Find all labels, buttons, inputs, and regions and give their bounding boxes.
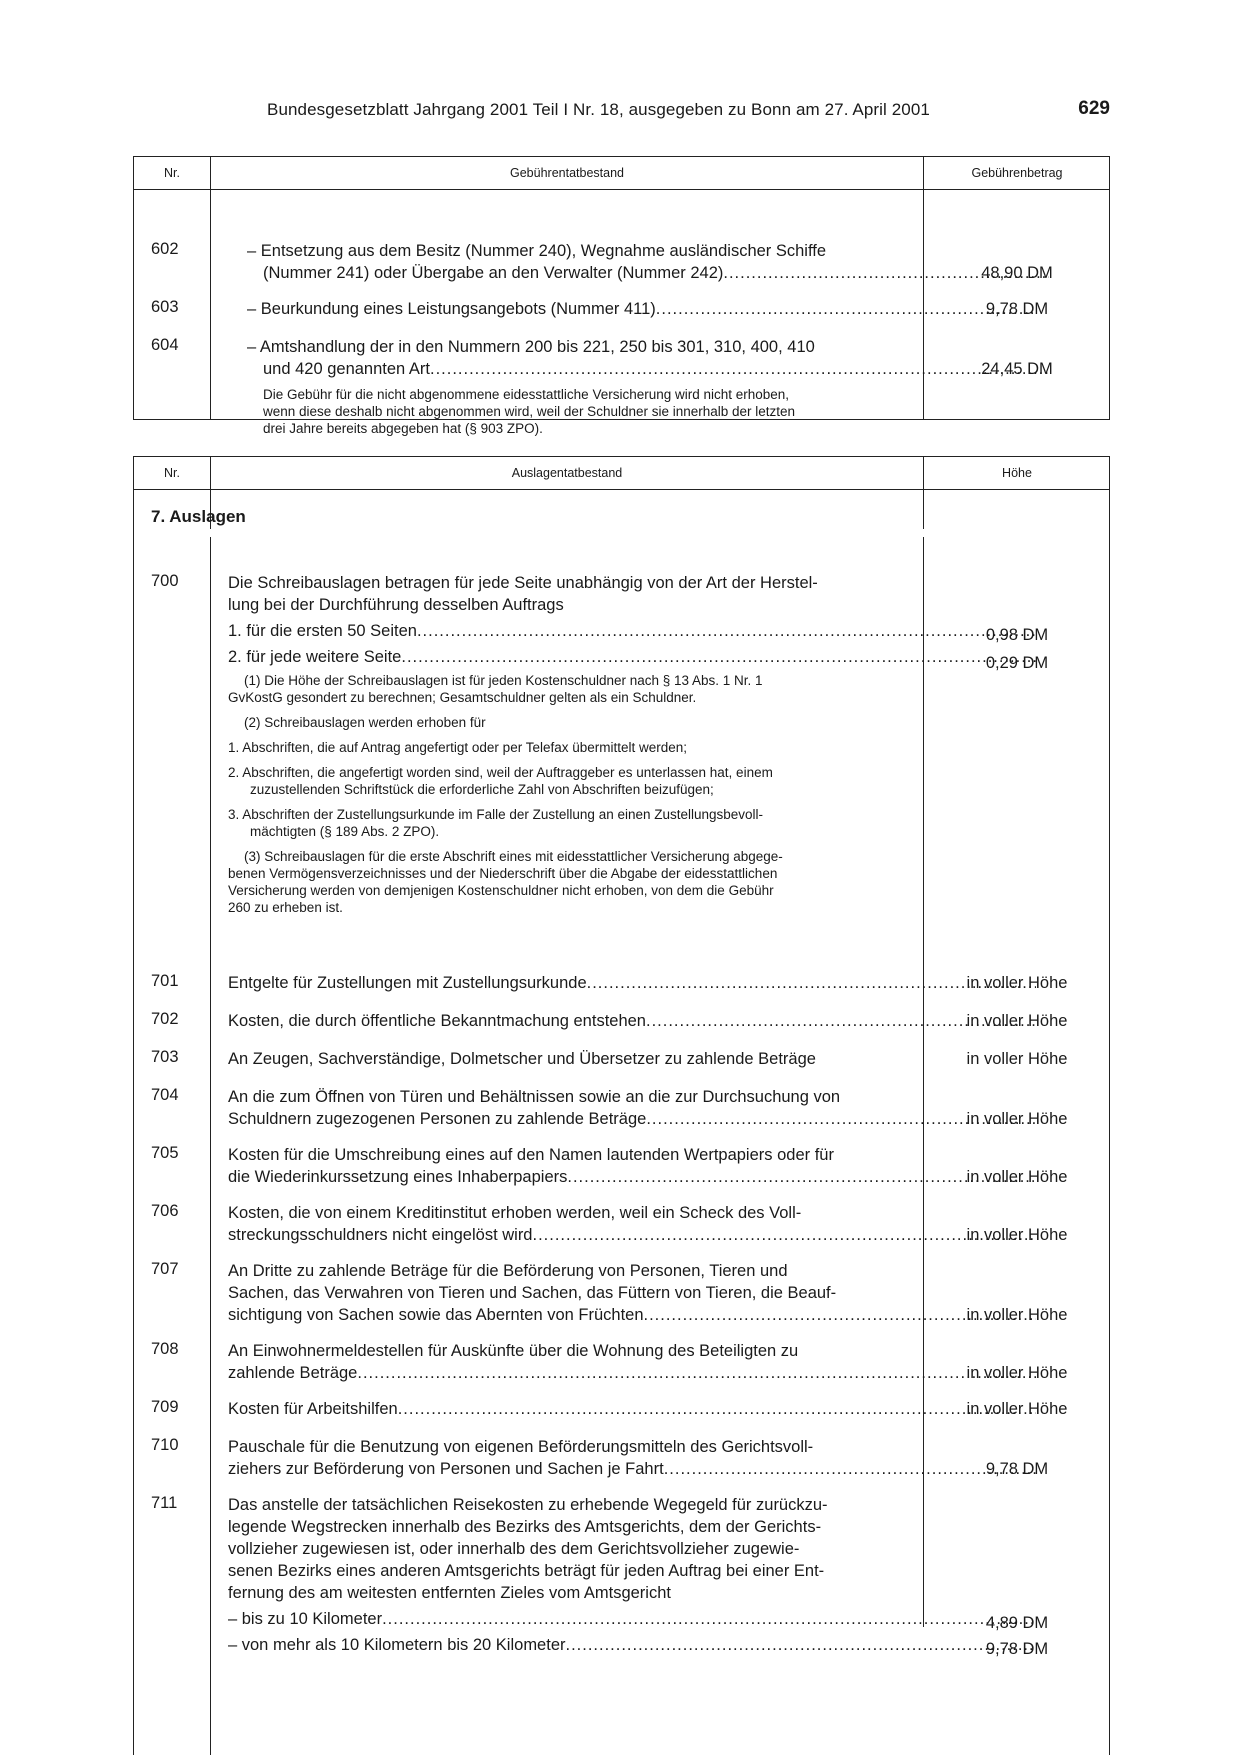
row-number: 708	[151, 1340, 179, 1358]
row-text: lung bei der Durchführung desselben Auftrags	[228, 596, 564, 614]
row-text: vollzieher zugewiesen ist, oder innerhalb des dem Gerichtsvollzieher zugewie-	[228, 1540, 800, 1558]
row-text: Sachen, das Verwahren von Tieren und Sachen, das Füttern von Tieren, die Beauf-	[228, 1284, 837, 1302]
row-number: 709	[151, 1398, 179, 1416]
col-nr: Nr.	[164, 466, 180, 480]
row-amount: in voller Höhe	[966, 974, 1068, 992]
row-text: Kosten für Arbeitshilfen	[228, 1400, 398, 1418]
expenses-table	[133, 456, 1110, 1755]
row-amount: in voller Höhe	[966, 1400, 1068, 1418]
row-note: (1) Die Höhe der Schreibauslagen ist für jeden Kostenschuldner nach § 13 Abs. 1 Nr. 1 GvKostG gesondert zu berechnen; Gesamtschuldner gelten als ein Schuldner. (2) Schreibauslagen werden erhoben für 1. Abschriften, die auf Antrag angefertigt oder per Telefax übermittelt werden; 2. Abschriften, die angefertigt worden sind, weil der Auftraggeber es unterlassen hat, einem zuzustellenden Schriftstück die erforderliche Zahl von Abschriften beizufügen; 3. Abschriften der Zustellungsurkunde im Falle der Zustellung an einen Zustellungsbevoll- mächtigten (§ 189 Abs. 2 ZPO). (3) Schreibauslagen für die erste Abschrift eines mit eidesstattlicher Versicherung abgege- benen Vermögensverzeichnisses und der Niederschrift über die Abgabe der eidesstattlichen Versicherung werden von demjenigen Kostenschuldner nicht erhoben, von dem die Gebühr 260 zu erheben ist.	[228, 673, 783, 915]
list-item: – von mehr als 10 Kilometern bis 20 Kilometer	[228, 1636, 566, 1654]
row-text: ziehers zur Beförderung von Personen und Sachen je Fahrt	[228, 1460, 664, 1478]
row-amount: 9,78 DM	[985, 300, 1049, 318]
row-text: Kosten, die von einem Kreditinstitut erhoben werden, weil ein Scheck des Voll-	[228, 1204, 802, 1222]
row-number: 705	[151, 1144, 179, 1162]
row-text: legende Wegstrecken innerhalb des Bezirks des Amtsgerichts, dem der Gerichts-	[228, 1518, 822, 1536]
row-text: An die zum Öffnen von Türen und Behältnissen sowie an die zur Durchsuchung von	[228, 1088, 841, 1106]
row-amount: in voller Höhe	[966, 1050, 1068, 1068]
row-text: und 420 genannten Art	[263, 360, 430, 378]
row-amount: 9,78 DM	[985, 1460, 1049, 1478]
row-text: zahlende Beträge	[228, 1364, 358, 1382]
row-number: 704	[151, 1086, 179, 1104]
row-amount: 48,90 DM	[981, 264, 1053, 282]
gazette-title: Bundesgesetzblatt Jahrgang 2001 Teil I Nr. 18, ausgegeben zu Bonn am 27. April 2001	[267, 100, 930, 119]
page-header	[133, 100, 1110, 124]
row-amount: 4,89 DM	[985, 1614, 1049, 1632]
row-amount: in voller Höhe	[966, 1306, 1068, 1324]
page-number: 629	[1078, 98, 1110, 119]
row-number: 700	[151, 572, 179, 590]
col-amount: Gebührenbetrag	[971, 166, 1063, 180]
row-text: die Wiederinkurssetzung eines Inhaberpapiers	[228, 1168, 568, 1186]
row-number: 710	[151, 1436, 179, 1454]
row-amount: in voller Höhe	[966, 1012, 1068, 1030]
row-text: senen Bezirks eines anderen Amtsgerichts beträgt für jeden Auftrag bei einer Ent-	[228, 1562, 825, 1580]
row-text: streckungsschuldners nicht eingelöst wird	[228, 1226, 533, 1244]
row-amount: 0,29 DM	[985, 654, 1049, 672]
row-number: 602	[151, 240, 179, 258]
fees-table	[133, 156, 1110, 436]
row-number: 703	[151, 1048, 179, 1066]
row-text: Die Schreibauslagen betragen für jede Seite unabhängig von der Art der Herstel-	[228, 574, 818, 592]
row-text: Kosten für die Umschreibung eines auf den Namen lautenden Wertpapiers oder für	[228, 1146, 834, 1164]
row-amount: in voller Höhe	[966, 1364, 1068, 1382]
row-text: An Zeugen, Sachverständige, Dolmetscher und Übersetzer zu zahlende Beträge	[228, 1050, 816, 1068]
row-text: Das anstelle der tatsächlichen Reisekosten zu erhebende Wegegeld für zurückzu-	[228, 1496, 828, 1514]
row-number: 603	[151, 298, 179, 316]
row-amount: in voller Höhe	[966, 1110, 1068, 1128]
row-number: 707	[151, 1260, 179, 1278]
col-nr: Nr.	[164, 166, 180, 180]
row-text: – Amtshandlung der in den Nummern 200 bis 221, 250 bis 301, 310, 400, 410	[247, 338, 815, 356]
row-number: 604	[151, 336, 179, 354]
row-text: An Dritte zu zahlende Beträge für die Beförderung von Personen, Tieren und	[228, 1262, 788, 1280]
row-amount: 9,78 DM	[985, 1640, 1049, 1658]
row-text: Pauschale für die Benutzung von eigenen Beförderungsmitteln des Gerichtsvoll-	[228, 1438, 814, 1456]
row-amount: in voller Höhe	[966, 1168, 1068, 1186]
row-text: – Beurkundung eines Leistungsangebots (Nummer 411)	[247, 300, 656, 318]
row-number: 706	[151, 1202, 179, 1220]
row-text: An Einwohnermeldestellen für Auskünfte über die Wohnung des Beteiligten zu	[228, 1342, 799, 1360]
section-heading: 7. Auslagen	[151, 507, 246, 526]
row-text: fernung des am weitesten entfernten Zieles vom Amtsgericht	[228, 1584, 671, 1602]
row-number: 702	[151, 1010, 179, 1028]
row-note: Die Gebühr für die nicht abgenommene eidesstattliche Versicherung wird nicht erhoben, wenn diese deshalb nicht abgenommen wird, weil der Schuldner sie innerhalb der letzten drei Jahre bereits abgegeben hat (§ 903 ZPO).	[263, 387, 796, 436]
row-text: Schuldnern zugezogenen Personen zu zahlende Beträge	[228, 1110, 647, 1128]
row-amount: 24,45 DM	[981, 360, 1053, 378]
row-text: sichtigung von Sachen sowie das Abernten von Früchten	[228, 1306, 644, 1324]
row-text: Kosten, die durch öffentliche Bekanntmachung entstehen	[228, 1012, 646, 1030]
row-number: 711	[151, 1494, 178, 1512]
expenses-table-header	[134, 457, 1109, 490]
row-amount: 0,98 DM	[985, 626, 1049, 644]
row-text: – Entsetzung aus dem Besitz (Nummer 240), Wegnahme ausländischer Schiffe	[247, 242, 827, 260]
row-amount: in voller Höhe	[966, 1226, 1068, 1244]
list-item: 1. für die ersten 50 Seiten	[228, 622, 417, 640]
col-amount: Höhe	[1002, 466, 1032, 480]
list-item: – bis zu 10 Kilometer	[228, 1610, 383, 1628]
col-description: Gebührentatbestand	[510, 166, 624, 180]
row-text: (Nummer 241) oder Übergabe an den Verwalter (Nummer 242)	[263, 264, 724, 282]
row-number: 701	[151, 972, 179, 990]
fees-table-header	[134, 157, 1109, 190]
row-text: Entgelte für Zustellungen mit Zustellungsurkunde	[228, 974, 587, 992]
list-item: 2. für jede weitere Seite	[228, 648, 402, 666]
col-description: Auslagentatbestand	[511, 466, 623, 480]
